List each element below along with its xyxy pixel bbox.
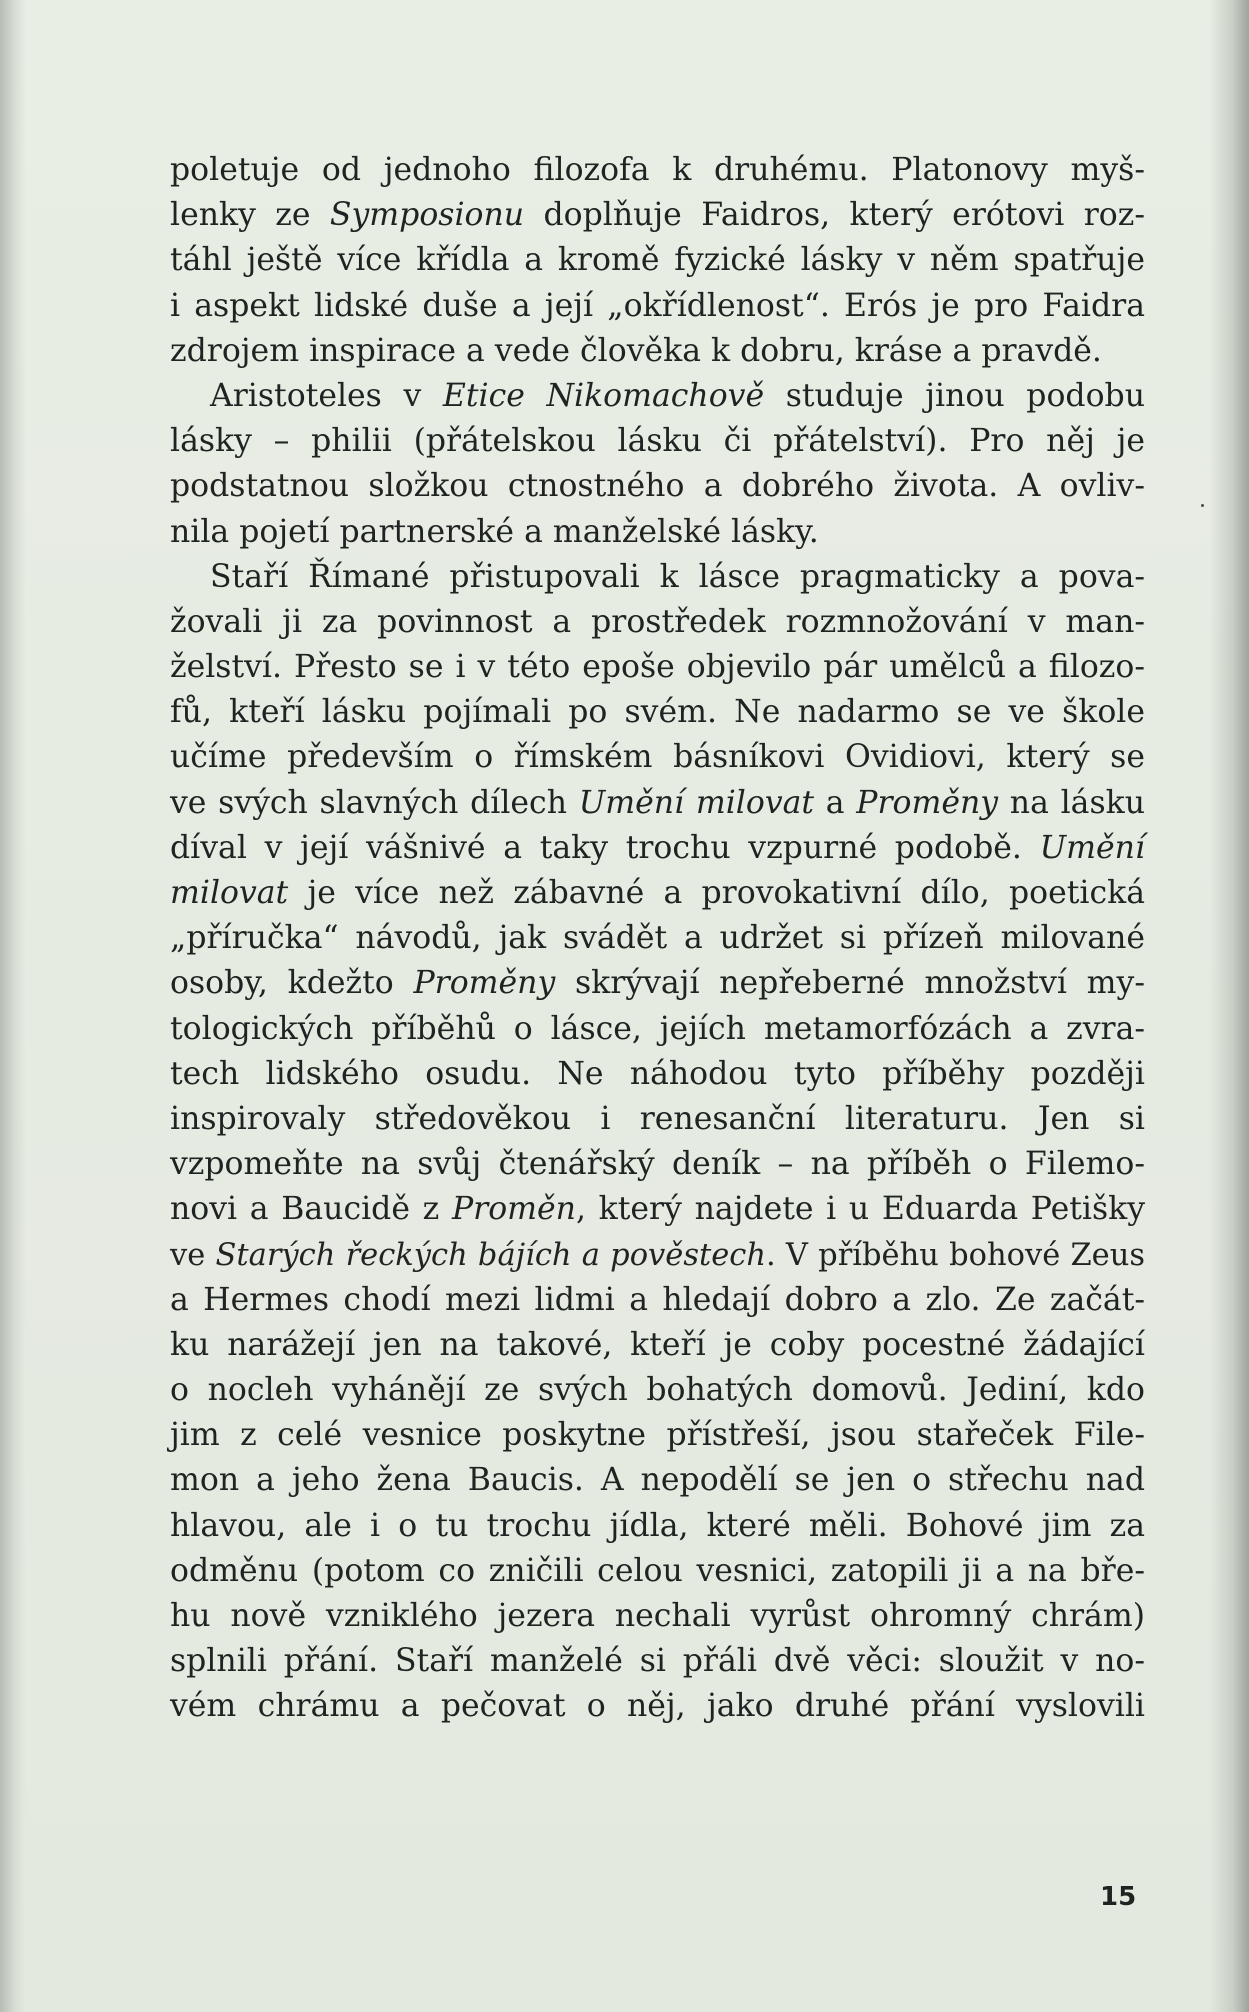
text-run: lásky – philii (přátelskou lásku či přátelství). Pro něj je xyxy=(170,423,1145,460)
text-run: „příručka“ návodů, jak svádět a udržet si přízeň milované xyxy=(170,920,1145,957)
text-line xyxy=(170,1639,1145,1684)
text-line xyxy=(170,1187,1145,1232)
text-line xyxy=(170,148,1145,193)
text-run: tologických příběhů o lásce, jejích metamorfózách a zvra- xyxy=(170,1010,1145,1047)
text-line xyxy=(170,600,1145,645)
text-line xyxy=(170,1097,1145,1142)
text-run: učíme především o římském básníkovi Ovidiovi, který se xyxy=(170,739,1145,776)
text-line xyxy=(170,1413,1145,1458)
text-run: splnili přání. Staří manželé si přáli dvě věci: sloužit v no- xyxy=(170,1643,1145,1680)
text-run: ku narážejí jen na takové, kteří je coby pocestné žádající xyxy=(170,1326,1145,1363)
text-run: Staří Římané přistupovali k lásce pragmaticky a pova- xyxy=(210,558,1145,595)
text-run: . V příběhu bohové Zeus xyxy=(766,1237,1146,1273)
text-line xyxy=(170,1368,1145,1413)
text-line xyxy=(170,1684,1145,1729)
text-run: na lásku xyxy=(998,784,1145,821)
text-run: hlavou, ale i o tu trochu jídla, které měli. Bohové jim za xyxy=(170,1507,1145,1544)
text-run: i aspekt lidské duše a její „okřídlenost“. Erós je pro Faidra xyxy=(170,287,1145,324)
italic-title-run: Symposionu xyxy=(329,197,525,234)
italic-title-run: Proměn xyxy=(451,1191,576,1228)
text-run: odměnu (potom co zničili celou vesnici, zatopili ji a na bře- xyxy=(170,1552,1145,1589)
text-run: táhl ještě více křídla a kromě fyzické lásky v něm spatřuje xyxy=(170,242,1145,279)
text-run: inspirovaly středověkou i renesanční literaturu. Jen si xyxy=(170,1100,1145,1137)
page-number: 15 xyxy=(1100,1882,1137,1912)
text-line xyxy=(170,1549,1145,1594)
text-line xyxy=(170,1007,1145,1052)
text-line xyxy=(170,464,1145,509)
text-run: osoby, kdežto xyxy=(170,965,414,1002)
text-line xyxy=(170,284,1145,329)
text-run: je více než zábavné a provokativní dílo, poetická xyxy=(288,875,1145,911)
text-run: želství. Přesto se i v této epoše objevilo pár umělců a filozo- xyxy=(170,649,1145,686)
text-run: lenky ze xyxy=(170,197,330,234)
text-line xyxy=(170,193,1145,238)
text-line xyxy=(170,1504,1145,1549)
text-line xyxy=(170,1142,1145,1187)
text-run: skrývají nepřeberné množství my- xyxy=(555,965,1145,1002)
text-run: o nocleh vyhánějí ze svých bohatých domovů. Jediní, kdo xyxy=(170,1372,1145,1409)
italic-title-run: Starých řeckých bájích a pověstech xyxy=(215,1237,767,1273)
italic-title-run: Umění milovat xyxy=(578,784,815,821)
text-run: vzpomeňte na svůj čtenářský deník – na příběh o Filemo- xyxy=(170,1146,1145,1183)
text-run: vém chrámu a pečovat o něj, jako druhé přání vyslovili xyxy=(170,1688,1145,1725)
text-run: poletuje od jednoho filozofa k druhému. Platonovy myš- xyxy=(170,152,1145,188)
text-run: Aristoteles v xyxy=(210,377,443,414)
text-line xyxy=(170,374,1145,419)
text-run: tech lidského osudu. Ne náhodou tyto příběhy později xyxy=(170,1055,1145,1092)
text-run: studuje jinou podobu xyxy=(764,377,1145,414)
text-run: nila pojetí partnerské a manželské lásky. xyxy=(170,513,819,550)
text-run: , který najdete i u Eduarda Petišky xyxy=(575,1191,1145,1228)
text-run: a xyxy=(814,784,857,821)
text-line xyxy=(170,961,1145,1006)
text-run: žovali ji za povinnost a prostředek rozmnožování v man- xyxy=(170,603,1145,640)
italic-title-run: Proměny xyxy=(413,965,556,1002)
italic-title-run: Etice Nikomachově xyxy=(442,377,765,414)
text-line xyxy=(170,871,1145,916)
text-line xyxy=(170,419,1145,464)
text-line xyxy=(170,238,1145,283)
text-run: a Hermes chodí mezi lidmi a hledají dobro a zlo. Ze začát- xyxy=(170,1281,1145,1318)
text-run: podstatnou složkou ctnostného a dobrého života. A ovliv- xyxy=(170,468,1145,505)
text-line xyxy=(170,781,1145,826)
text-line xyxy=(170,645,1145,690)
italic-title-run: Proměny xyxy=(856,784,999,821)
paper-speck xyxy=(1201,504,1204,507)
text-run: hu nově vzniklého jezera nechali vyrůst ohromný chrám) xyxy=(170,1598,1145,1634)
text-line xyxy=(170,510,1145,555)
page-right-edge-shadow xyxy=(1209,0,1249,2012)
text-run: mon a jeho žena Baucis. A nepodělí se jen o střechu nad xyxy=(170,1462,1145,1499)
body-text xyxy=(170,148,1145,1730)
text-line xyxy=(170,1278,1145,1323)
text-line xyxy=(170,1052,1145,1097)
text-line xyxy=(170,826,1145,871)
text-line xyxy=(170,1594,1145,1639)
text-line xyxy=(170,1233,1145,1278)
italic-title-run: milovat xyxy=(170,875,289,911)
text-run: jim z celé vesnice poskytne přístřeší, jsou stařeček File- xyxy=(170,1417,1145,1454)
text-line xyxy=(170,690,1145,735)
italic-title-run: Umění xyxy=(1039,829,1145,866)
text-line xyxy=(170,735,1145,780)
text-run: ve svých slavných dílech xyxy=(170,784,579,821)
text-line xyxy=(170,329,1145,374)
page-left-edge-shadow xyxy=(0,0,26,2012)
text-run: novi a Baucidě z xyxy=(170,1191,452,1228)
text-run: doplňuje Faidros, který erótovi roz- xyxy=(524,197,1146,234)
text-run: díval v její vášnivé a taky trochu vzpurné podobě. xyxy=(170,829,1040,866)
text-line xyxy=(170,916,1145,961)
text-run: zdrojem inspirace a vede člověka k dobru, kráse a pravdě. xyxy=(170,332,1102,369)
text-line xyxy=(170,1323,1145,1368)
text-run: ve xyxy=(170,1237,216,1273)
text-run: fů, kteří lásku pojímali po svém. Ne nadarmo se ve škole xyxy=(170,694,1145,731)
text-line xyxy=(170,1458,1145,1503)
text-line xyxy=(170,555,1145,600)
